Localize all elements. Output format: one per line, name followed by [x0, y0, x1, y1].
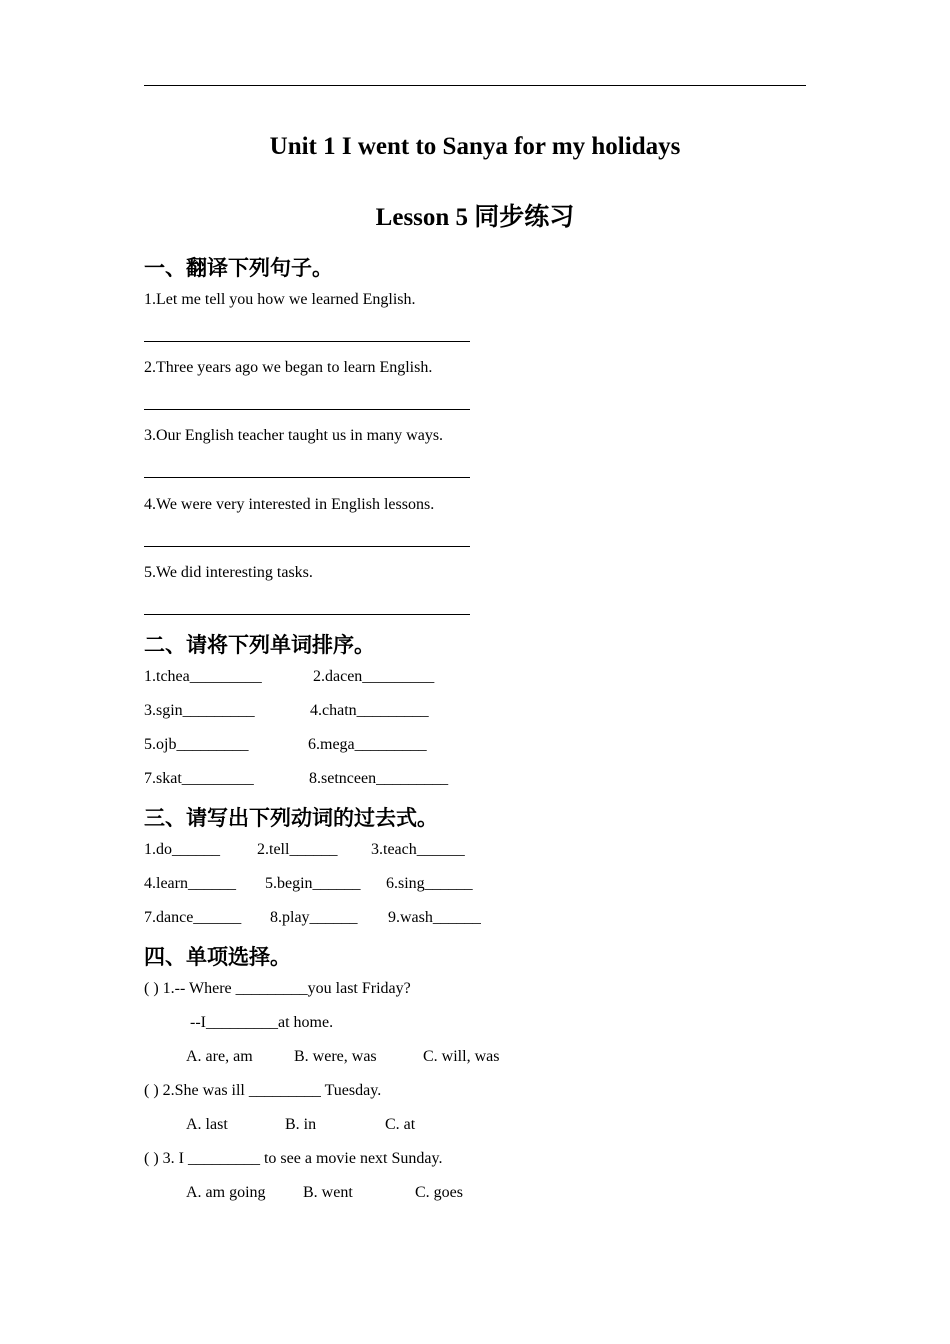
answer-line-4[interactable] — [144, 546, 470, 547]
verb-item-2: 2.tell______ — [257, 841, 338, 858]
question-2-stem: ( ) 2.She was ill _________ Tuesday. — [144, 1082, 382, 1099]
question-2-option-c: C. at — [385, 1116, 416, 1133]
scramble-item-2: 2.dacen_________ — [313, 668, 435, 685]
translate-sentence-1: 1.Let me tell you how we learned English. — [144, 291, 416, 308]
worksheet-title: Unit 1 I went to Sanya for my holidays — [269, 133, 681, 160]
translate-sentence-2: 2.Three years ago we began to learn English. — [144, 359, 433, 376]
verb-item-9: 9.wash______ — [388, 909, 481, 926]
scramble-item-4: 4.chatn_________ — [310, 702, 429, 719]
answer-line-5[interactable] — [144, 614, 470, 615]
question-1-line-2: --I_________at home. — [190, 1014, 334, 1031]
translate-sentence-4: 4.We were very interested in English lessons. — [144, 496, 435, 513]
question-3-stem: ( ) 3. I _________ to see a movie next Sunday. — [144, 1150, 443, 1167]
verb-item-7: 7.dance______ — [144, 909, 242, 926]
question-3-option-c: C. goes — [415, 1184, 463, 1201]
section-3-heading: 三、请写出下列动词的过去式。 — [144, 806, 438, 830]
answer-line-1[interactable] — [144, 341, 470, 342]
question-3-option-b: B. went — [303, 1184, 353, 1201]
question-1-option-c: C. will, was — [423, 1048, 500, 1065]
verb-item-3: 3.teach______ — [371, 841, 465, 858]
scramble-item-7: 7.skat_________ — [144, 770, 254, 787]
scramble-item-1: 1.tchea_________ — [144, 668, 262, 685]
translate-sentence-5: 5.We did interesting tasks. — [144, 564, 313, 581]
header-rule — [144, 85, 806, 86]
scramble-item-5: 5.ojb_________ — [144, 736, 249, 753]
answer-line-2[interactable] — [144, 409, 470, 410]
question-2-option-a: A. last — [186, 1116, 228, 1133]
worksheet-subtitle: Lesson 5 同步练习 — [375, 204, 575, 231]
section-4-heading: 四、单项选择。 — [144, 945, 291, 969]
question-1-stem: ( ) 1.-- Where _________you last Friday? — [144, 980, 411, 997]
verb-item-1: 1.do______ — [144, 841, 220, 858]
scramble-item-8: 8.setnceen_________ — [309, 770, 449, 787]
verb-item-6: 6.sing______ — [386, 875, 473, 892]
question-1-option-a: A. are, am — [186, 1048, 253, 1065]
scramble-item-3: 3.sgin_________ — [144, 702, 255, 719]
question-2-option-b: B. in — [285, 1116, 317, 1133]
question-1-option-b: B. were, was — [294, 1048, 377, 1065]
section-2-heading: 二、请将下列单词排序。 — [144, 633, 375, 657]
verb-item-8: 8.play______ — [270, 909, 358, 926]
verb-item-4: 4.learn______ — [144, 875, 236, 892]
section-1-heading: 一、翻译下列句子。 — [144, 256, 333, 280]
question-3-option-a: A. am going — [186, 1184, 266, 1201]
verb-item-5: 5.begin______ — [265, 875, 361, 892]
translate-sentence-3: 3.Our English teacher taught us in many ways. — [144, 427, 444, 444]
answer-line-3[interactable] — [144, 477, 470, 478]
scramble-item-6: 6.mega_________ — [308, 736, 427, 753]
